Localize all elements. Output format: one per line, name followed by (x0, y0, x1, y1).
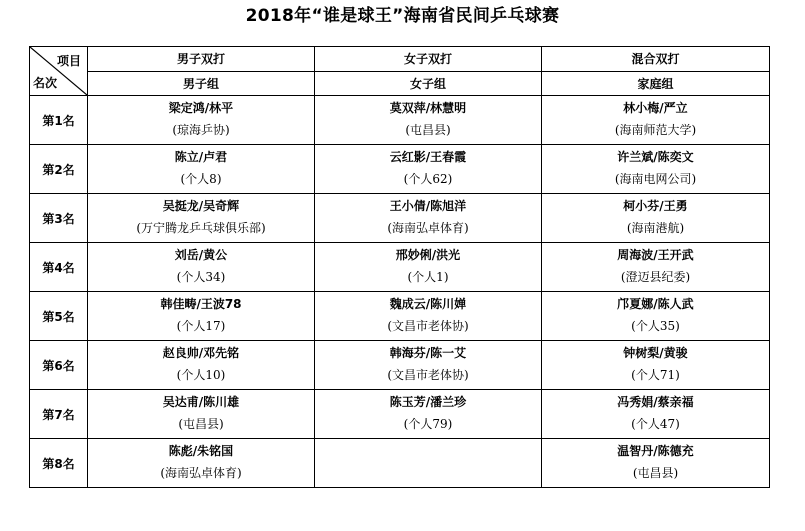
table-row (30, 341, 770, 390)
header-group-men: 男子组 (88, 71, 315, 96)
rank-cell: 第3名 (30, 194, 88, 243)
player-names: 韩海芬/陈一艾 (389, 346, 467, 360)
player-names: 陈立/卢君 (174, 150, 228, 164)
result-cell (88, 341, 315, 390)
result-cell (88, 194, 315, 243)
rank-cell: 第4名 (30, 243, 88, 292)
player-names: 陈彪/朱铭国 (168, 444, 234, 458)
player-unit: (海南弘卓体育) (160, 466, 242, 480)
result-cell (542, 292, 770, 341)
rank-cell: 第2名 (30, 145, 88, 194)
result-cell (88, 145, 315, 194)
player-names: 韩佳畴/王波78 (160, 297, 242, 311)
player-unit: (个人79) (403, 417, 453, 431)
player-names: 王小倩/陈旭洋 (389, 199, 467, 213)
player-names: 周海波/王开武 (617, 248, 694, 262)
header-row-events (30, 47, 770, 72)
result-cell (315, 194, 542, 243)
result-cell (315, 341, 542, 390)
result-cell (542, 390, 770, 439)
result-cell (542, 439, 770, 488)
header-event-mens-doubles: 男子双打 (88, 47, 315, 72)
player-unit: (琼海乒协) (172, 123, 230, 137)
result-cell (315, 96, 542, 145)
player-unit: (个人35) (631, 319, 680, 333)
header-event-mixed-doubles: 混合双打 (542, 47, 770, 72)
header-row-groups (30, 71, 770, 96)
rank-cell: 第1名 (30, 96, 88, 145)
table-row (30, 390, 770, 439)
player-names: 冯秀娟/蔡亲福 (617, 395, 694, 409)
table-row (30, 145, 770, 194)
player-unit: (个人34) (176, 270, 226, 284)
player-names: 柯小芬/王勇 (623, 199, 688, 213)
player-unit: (个人10) (176, 368, 226, 382)
table-row (30, 439, 770, 488)
player-unit: (海南港航) (626, 221, 685, 235)
player-names: 陈玉芳/潘兰珍 (389, 395, 467, 409)
player-names: 赵良帅/邓先铭 (162, 346, 240, 360)
results-table (29, 46, 770, 488)
result-cell (315, 243, 542, 292)
player-names: 梁定鸿/林平 (168, 101, 234, 115)
player-unit: (个人62) (403, 172, 453, 186)
header-corner-cell (30, 47, 88, 96)
header-group-family: 家庭组 (542, 71, 770, 96)
result-cell (542, 145, 770, 194)
player-unit: (个人8) (180, 172, 222, 186)
rank-cell: 第5名 (30, 292, 88, 341)
player-unit: (澄迈县纪委) (620, 270, 691, 284)
page-title: 2018年“谁是球王”海南省民间乒乓球赛 (245, 6, 560, 26)
player-unit: (海南弘卓体育) (387, 221, 469, 235)
results-body (30, 96, 770, 488)
player-names: 云红影/王春霞 (389, 150, 467, 164)
player-names: 邝夏娜/陈人武 (617, 297, 694, 311)
result-cell (315, 390, 542, 439)
player-names: 温智丹/陈德充 (617, 444, 694, 458)
table-row (30, 194, 770, 243)
result-cell (542, 243, 770, 292)
player-names: 莫双萍/林慧明 (389, 101, 467, 115)
rank-cell: 第6名 (30, 341, 88, 390)
player-unit: (个人1) (407, 270, 449, 284)
rank-cell: 第7名 (30, 390, 88, 439)
player-unit: (文昌市老体协) (387, 368, 469, 382)
player-unit: (文昌市老体协) (387, 319, 469, 333)
player-unit: (个人17) (176, 319, 226, 333)
result-cell (315, 292, 542, 341)
result-cell (88, 292, 315, 341)
player-unit: (海南师范大学) (614, 123, 697, 137)
corner-label-event: 项目 (56, 54, 81, 68)
player-names: 吴挺龙/吴奇辉 (162, 199, 240, 213)
result-cell (88, 390, 315, 439)
player-names: 林小梅/严立 (623, 101, 688, 115)
player-names: 钟树梨/黄骏 (623, 346, 688, 360)
player-names: 吴达甫/陈川雄 (162, 395, 240, 409)
result-cell (88, 243, 315, 292)
player-names: 邢妙俐/洪光 (395, 248, 461, 262)
player-unit: (海南电网公司) (614, 172, 697, 186)
player-unit: (屯昌县) (405, 123, 451, 137)
header-event-womens-doubles: 女子双打 (315, 47, 542, 72)
result-cell (542, 96, 770, 145)
result-cell (315, 439, 542, 488)
result-cell (88, 96, 315, 145)
player-names: 许兰斌/陈奕文 (617, 150, 694, 164)
result-cell (542, 341, 770, 390)
result-cell (88, 439, 315, 488)
player-names: 魏成云/陈川婵 (389, 297, 467, 311)
player-unit: (个人71) (631, 368, 680, 382)
table-row (30, 243, 770, 292)
table-row (30, 96, 770, 145)
header-group-women: 女子组 (315, 71, 542, 96)
player-unit: (个人47) (631, 417, 680, 431)
player-names: 刘岳/黄公 (174, 248, 228, 262)
player-unit: (屯昌县) (178, 417, 224, 431)
rank-cell: 第8名 (30, 439, 88, 488)
player-unit: (屯昌县) (632, 466, 679, 480)
result-cell (542, 194, 770, 243)
result-cell (315, 145, 542, 194)
corner-label-rank: 名次 (33, 76, 58, 90)
player-unit: (万宁腾龙乒乓球俱乐部) (136, 221, 266, 235)
table-row (30, 292, 770, 341)
